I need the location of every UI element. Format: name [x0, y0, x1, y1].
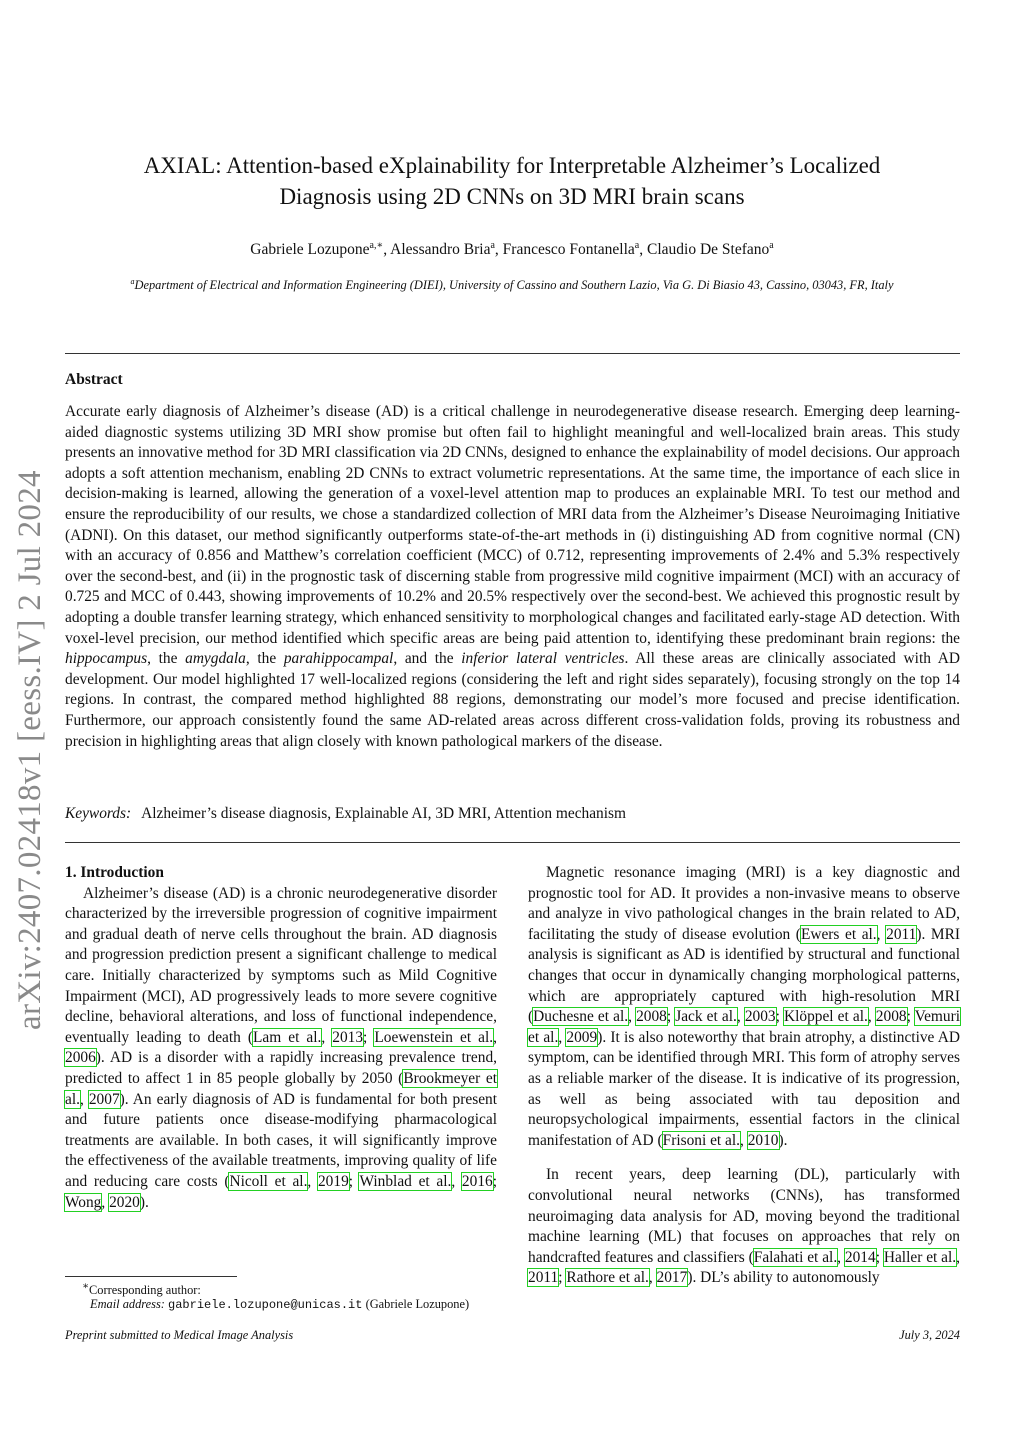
citation-link[interactable]: Wong — [65, 1193, 102, 1211]
citation-link[interactable]: 2007 — [88, 1090, 120, 1108]
email-label: Email address: — [90, 1297, 165, 1311]
author — [503, 241, 640, 258]
citation-link[interactable]: Jack et al. — [675, 1008, 737, 1026]
text-run: ). DL’s ability to autonomously — [687, 1269, 880, 1287]
text-run: , — [558, 1028, 567, 1046]
author — [647, 241, 774, 258]
citation-link[interactable]: Vemuri et al. — [528, 1008, 960, 1046]
text-run: Accurate early diagnosis of Alzheimer’s disease (AD) is a critical challenge in neurodegenerative disease research. Emerging deep learning-aided diagnostic systems utilizing 3D MRI show promise but often fail to highlight meaningful and well-localized brain areas. This study presents an innovative method for 3D MRI classification via 2D CNNs, designed to enhance the explainability of model decisions. Our approach adopts a soft attention mechanism, enabling 2D CNNs to extract volumetric representations. At the same time, the importance of each slice in decision-making is learned, allowing the generation of a voxel-level attention map to produces an explainable MRI. To test our method and ensure the reproducibility of our results, we chose a standardized collection of MRI data from the Alzheimer’s Disease Neuroimaging Initiative (ADNI). On this dataset, our method significantly outperforms state-of-the-art methods in (i) distinguishing AD from cognitive normal (CN) with an accuracy of 0.856 and Matthew’s correlation coefficient (MCC) of 0.712, representing improvements of 2.4% and 5.3% respectively over the second-best, and (ii) in the prognostic task of discerning stable from progressive mild cognitive impairment (MCI) with an accuracy of 0.725 and MCC of 0.443, showing improvements of 10.2% and 20.5% respectively over the second-best. We achieved this prognostic result by adopting a double transfer learning strategy, which enhanced sensitivity to morphological changes and facilitated early-stage AD detection. With voxel-level precision, our method identified which specific areas are being paid attention to, identifying these predominant brain regions: the — [65, 403, 960, 647]
author-name: Gabriele Lozupone — [250, 241, 370, 259]
section-heading: 1. Introduction — [65, 864, 164, 881]
text-run: , — [648, 1269, 657, 1287]
title-line-2: Diagnosis using 2D CNNs on 3D MRI brain scans — [279, 184, 745, 209]
author — [250, 241, 383, 258]
author-name: Alessandro Bria — [390, 241, 491, 259]
text-run: , — [628, 1008, 637, 1026]
author-sup: a — [769, 240, 774, 251]
text-run: Magnetic resonance imaging (MRI) is a key diagnostic and prognostic tool for AD. It provides a non-invasive means to observe and analyze in vivo pathological changes in the brain related to AD, facilitating the study of disease evolution ( — [528, 864, 960, 943]
text-run: ; — [875, 1248, 884, 1266]
text-run: ). — [139, 1193, 149, 1211]
affiliation-text: Department of Electrical and Information Engineering (DIEI), University of Cassino and Southern Lazio, Via G. Di Biasio 43, Cassino, 03043, FR, Italy — [134, 278, 894, 293]
text-run: , — [493, 1028, 497, 1046]
text-run: ; — [775, 1008, 784, 1026]
abstract-heading: Abstract — [65, 371, 123, 388]
citation-link[interactable]: Frisoni et al. — [662, 1131, 741, 1149]
arxiv-identifier: arXiv:2407.02418v1 [eess.IV] 2 Jul 2024 — [12, 470, 48, 1030]
text-run: ; — [666, 1008, 676, 1026]
title-line-1: AXIAL: Attention-based eXplainability for Interpretable Alzheimer’s Localized — [143, 153, 881, 178]
citation-link[interactable]: 2008 — [875, 1008, 907, 1026]
text-run: ). AD is a disorder with a rapidly increasing prevalence trend, predicted to affect 1 in 85 people globally by 2050 ( — [65, 1049, 497, 1087]
keywords — [65, 805, 626, 823]
citation-link[interactable]: 2020 — [109, 1193, 140, 1211]
text-run: ; — [348, 1172, 360, 1190]
citation-link[interactable]: 2013 — [332, 1028, 364, 1046]
author-sup: a,∗ — [369, 240, 384, 251]
citation-link[interactable]: 2008 — [636, 1008, 667, 1026]
paper-title — [60, 150, 964, 212]
text-run: , — [956, 1248, 960, 1266]
citation-link[interactable]: 2016 — [461, 1172, 493, 1190]
text-run: Alzheimer’s disease (AD) is a chronic neurodegenerative disorder characterized by the irreversible progression of cognitive impairment and gradual death of nerve cells throughout the brain. AD diagnosis and progression prediction present a significant challenge to medical care. Initially characterized by symptoms such as Mild Cognitive Impairment (MCI), AD progressively leads to more severe cognitive decline, behavioral alterations, and loss of functional independence, eventually leading to death ( — [65, 884, 497, 1046]
author — [390, 241, 495, 258]
citation-link[interactable]: 2009 — [566, 1028, 598, 1046]
text-run: , — [101, 1193, 110, 1211]
keywords-label: Keywords: — [65, 805, 132, 822]
text-run: , and the — [393, 650, 462, 668]
citation-link[interactable]: Nicoll et al. — [229, 1172, 308, 1190]
author-sup: a — [490, 240, 495, 251]
text-run: ; — [558, 1269, 567, 1287]
citation-link[interactable]: Lam et al. — [253, 1028, 322, 1046]
text-run: , the — [245, 650, 284, 668]
text-run: , — [307, 1172, 318, 1190]
keywords-text: Alzheimer’s disease diagnosis, Explainable AI, 3D MRI, Attention mechanism — [141, 805, 626, 822]
divider — [65, 842, 960, 843]
text-run: , the — [147, 650, 186, 668]
footnote-divider — [65, 1276, 237, 1277]
citation-link[interactable]: Rathore et al. — [566, 1269, 649, 1287]
text-run: , — [79, 1090, 89, 1108]
text-run: ). — [778, 1131, 788, 1149]
citation-link[interactable]: 2019 — [317, 1172, 349, 1190]
paragraph — [65, 884, 497, 1214]
citation-link[interactable]: 2003 — [744, 1008, 776, 1026]
text-run: ; — [906, 1008, 915, 1026]
text-run: , — [736, 1008, 745, 1026]
paragraph — [528, 1165, 960, 1289]
citation-link[interactable]: Falahati et al. — [753, 1248, 838, 1266]
footnote-email — [90, 1297, 469, 1312]
citation-link[interactable]: Duchesne et al. — [533, 1008, 629, 1026]
email-name: (Gabriele Lozupone) — [365, 1297, 470, 1311]
citation-link[interactable]: Winblad et al. — [359, 1172, 452, 1190]
text-run: , — [867, 1008, 876, 1026]
citation-link[interactable]: 2011 — [528, 1269, 559, 1287]
paragraph — [528, 863, 960, 1151]
email-link[interactable]: gabriele.lozupone@unicas.it — [168, 1298, 363, 1312]
citation-link[interactable]: Klöppel et al. — [783, 1008, 868, 1026]
italic-term: amygdala — [185, 650, 246, 668]
footer-date: July 3, 2024 — [899, 1328, 960, 1342]
text-run: , — [321, 1028, 333, 1046]
affiliation — [60, 277, 964, 293]
italic-term: inferior lateral ventricles — [461, 650, 625, 668]
author-name: Francesco Fontanella — [502, 241, 635, 259]
text-run: ). An early diagnosis of AD is fundamental for both present and future patients once disease-modifying pharmacological treatments are available. In both cases, it will significantly improve the effectiveness of the available treatments, improving quality of life and reducing care costs ( — [65, 1090, 497, 1190]
footnote-mark: ∗ — [82, 1281, 90, 1292]
text-run: , — [837, 1248, 845, 1266]
author-list: Gabriele Lozupone$^{a,∗}$, Alessandro Bria$^a$, Francesco Fontanella$^a$, Claudio De Stefano$^a$ — [250, 240, 774, 259]
footnote-corresponding — [82, 1280, 201, 1298]
citation-link[interactable]: 2011 — [886, 925, 917, 943]
citation-link[interactable]: Ewers et al. — [800, 925, 877, 943]
citation-link[interactable]: Brookmeyer et al. — [65, 1069, 498, 1108]
text-run: ). MRI analysis is significant as AD is identified by structural and functional changes that occur in dynamically changing morphological patterns, which are appropriately captured with high-resolution MRI ( — [528, 925, 960, 1026]
citation-link[interactable]: 2014 — [844, 1248, 876, 1266]
divider — [65, 353, 960, 354]
text-run: In recent years, deep learning (DL), particularly with convolutional neural networks (CNNs), has transformed neuroimaging data analysis for AD, moving beyond the traditional machine learning (ML) that focuses on approaches that rely on handcrafted features and classifiers ( — [528, 1166, 960, 1266]
italic-term: hippocampus — [65, 650, 148, 668]
citation-link[interactable]: Loewenstein et al. — [374, 1028, 494, 1046]
citation-link[interactable]: 2010 — [747, 1131, 779, 1149]
italic-term: parahippocampal — [283, 650, 394, 668]
citation-link[interactable]: Haller et al. — [883, 1248, 957, 1266]
affiliation-sup: a — [130, 277, 135, 286]
text-run: , — [740, 1131, 748, 1149]
footnote-text: Corresponding author: — [89, 1283, 201, 1298]
text-run: , — [876, 925, 887, 943]
abstract-body — [65, 402, 960, 752]
text-run: . All these areas are clinically associated with AD development. Our model highlighted 17 well-localized regions (considering the left and right sides separately), focusing strongly on the top 14 regions. In contrast, the compared method highlighted 88 regions, demonstrating our model’s more focused and precise identification. Furthermore, our approach consistently found the same AD-related areas across different cross-validation folds, proving its robustness and precision in highlighting areas that align closely with known pathological markers of the disease. — [65, 650, 960, 750]
citation-link[interactable]: 2017 — [656, 1269, 688, 1287]
text-run: , — [451, 1172, 462, 1190]
footer-venue: Preprint submitted to Medical Image Analysis — [65, 1328, 294, 1342]
author-sup: a — [634, 240, 640, 251]
text-run: ; — [363, 1028, 375, 1046]
right-column — [528, 863, 960, 1289]
text-run: ). It is also noteworthy that brain atrophy, a distinctive AD symptom, can be identified through MRI. This form of atrophy serves as a reliable marker of the disease. It is indicative of its progression, as well as being associated with tau deposition and neuropsychological impairments, essential factors in the clinical manifestation of AD ( — [528, 1028, 960, 1149]
text-run: ; — [492, 1172, 497, 1190]
left-column — [65, 863, 497, 1213]
author-name: Claudio De Stefano — [647, 241, 770, 259]
citation-link[interactable]: 2006 — [65, 1049, 96, 1067]
